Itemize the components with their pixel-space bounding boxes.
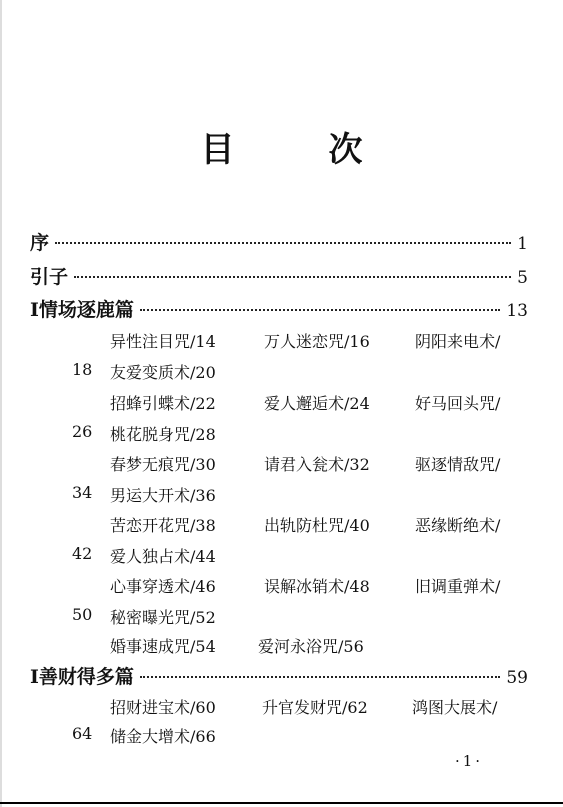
toc-subitem[interactable]: 招财进宝术/60: [110, 698, 216, 717]
toc-subitem-continued: 26: [72, 422, 93, 441]
toc-subitem[interactable]: 万人迷恋咒/16: [264, 332, 370, 351]
toc-subitem[interactable]: 恶缘断绝术/: [415, 516, 501, 535]
page-bottom-edge: [0, 802, 563, 804]
toc-subitem[interactable]: 心事穿透术/46: [110, 577, 216, 596]
toc-subitem[interactable]: 苦恋开花咒/38: [110, 516, 216, 535]
toc-subitem[interactable]: 爱人邂逅术/24: [264, 394, 370, 413]
toc-entry-section-2[interactable]: [30, 662, 528, 689]
toc-subitem-continued: 64: [72, 724, 93, 743]
toc-subitem[interactable]: 升官发财咒/62: [262, 698, 368, 717]
toc-subitem[interactable]: 春梦无痕咒/30: [110, 455, 216, 474]
toc-subitem[interactable]: 误解冰销术/48: [264, 577, 370, 596]
toc-subitem[interactable]: 友爱变质术/20: [110, 363, 216, 382]
toc-subitem[interactable]: 旧调重弹术/: [415, 577, 501, 596]
toc-page: 5: [517, 268, 528, 288]
toc-entry-preface[interactable]: [30, 228, 528, 255]
toc-subitem[interactable]: 阴阳来电术/: [415, 332, 501, 351]
toc-subitem-continued: 50: [72, 605, 93, 624]
toc-subitem[interactable]: 男运大开术/36: [110, 486, 216, 505]
toc-subitem[interactable]: 储金大增术/66: [110, 727, 216, 746]
toc-label: Ⅰ情场逐鹿篇: [30, 299, 134, 321]
toc-subitem[interactable]: 爱河永浴咒/56: [258, 637, 364, 656]
toc-page: 1: [517, 234, 528, 254]
toc-page: 13: [506, 301, 528, 321]
toc-subitem[interactable]: 驱逐情敌咒/: [415, 455, 501, 474]
toc-subitem[interactable]: 桃花脱身咒/28: [110, 425, 216, 444]
toc-subitem-continued: 18: [72, 360, 93, 379]
toc-subitem[interactable]: 出轨防杜咒/40: [264, 516, 370, 535]
toc-page: 59: [506, 668, 528, 688]
toc-subitem-continued: 34: [72, 483, 93, 502]
toc-label: 引子: [30, 266, 69, 288]
toc-subitem-continued: 42: [72, 544, 93, 563]
page-title: 目 次: [200, 130, 393, 170]
toc-label: Ⅰ善财得多篇: [30, 666, 134, 688]
toc-leader: [55, 242, 511, 244]
toc-subitem[interactable]: 爱人独占术/44: [110, 547, 216, 566]
toc-label: 序: [30, 232, 50, 254]
toc-subitem[interactable]: 婚事速成咒/54: [110, 637, 216, 656]
toc-leader: [140, 676, 500, 678]
toc-subitem[interactable]: 好马回头咒/: [415, 394, 501, 413]
toc-leader: [140, 309, 500, 311]
toc-subitem[interactable]: 异性注目咒/14: [110, 332, 216, 351]
toc-entry-intro[interactable]: [30, 262, 528, 289]
toc-subitem[interactable]: 鸿图大展术/: [412, 698, 498, 717]
toc-subitem[interactable]: 请君入瓮术/32: [264, 455, 370, 474]
toc-subitem[interactable]: 招蜂引蝶术/22: [110, 394, 216, 413]
toc-subitem[interactable]: 秘密曝光咒/52: [110, 608, 216, 627]
toc-entry-section-1[interactable]: [30, 295, 528, 322]
page-number: ·1·: [455, 752, 484, 770]
toc-leader: [74, 276, 511, 278]
